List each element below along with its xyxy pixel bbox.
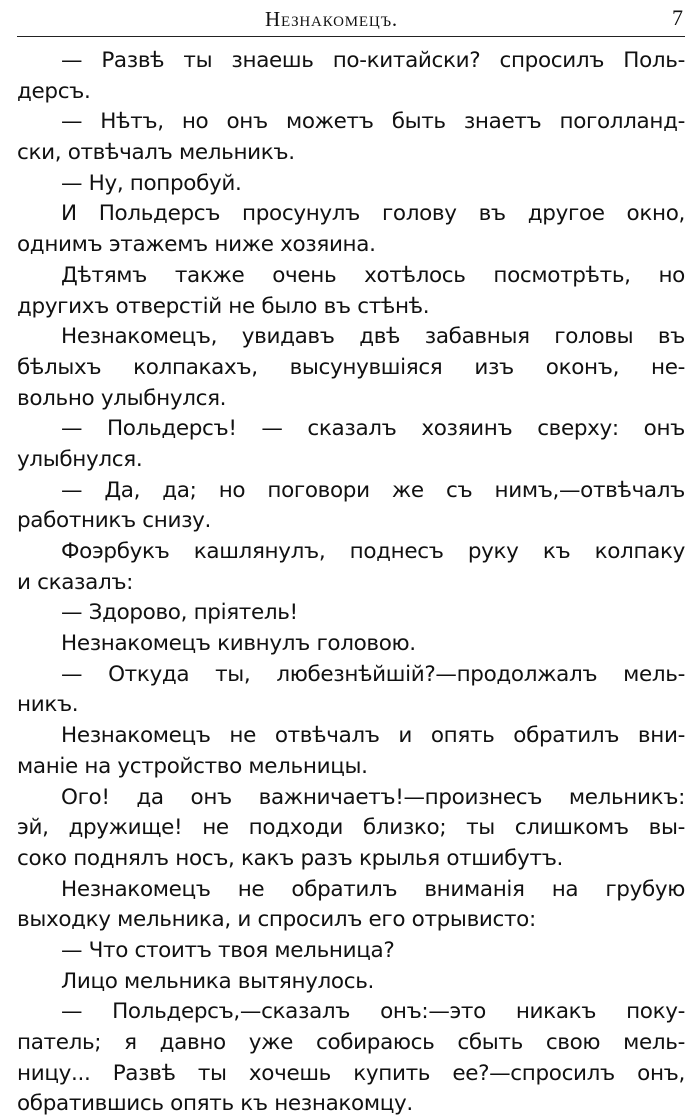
page-number: 7 — [672, 5, 683, 30]
text-line: Незнакомецъ не отвѣчалъ и опять обратилъ вни- — [61, 723, 685, 749]
text-line: Незнакомецъ не обратилъ вниманія на грубую — [61, 876, 685, 902]
text-line: — Польдерсъ! — сказалъ хозяинъ сверху: онъ — [61, 416, 685, 442]
text-line: другихъ отверстій не было въ стѣнѣ. — [17, 293, 430, 319]
text-line: ски, отвѣчалъ мельникъ. — [17, 140, 295, 166]
text-line: Лицо мельника вытянулось. — [61, 968, 375, 994]
text-line: никъ. — [17, 692, 79, 718]
text-line: — Нѣтъ, но онъ можетъ быть знаетъ поголланд- — [61, 109, 685, 135]
text-line: однимъ этажемъ ниже хозяина. — [17, 232, 376, 258]
text-line: — Развѣ ты знаешь по-китайски? спросилъ Поль- — [61, 48, 685, 73]
text-line: выходку мельника, и спросилъ его отрывисто: — [17, 907, 536, 933]
text-line: И Польдерсъ просунулъ голову въ другое окно, — [61, 201, 685, 227]
text-line: — Что стоитъ твоя мельница? — [61, 937, 395, 963]
body-text — [17, 46, 685, 1120]
running-head — [17, 0, 685, 37]
running-title: Незнакомецъ. — [265, 7, 398, 31]
book-page — [17, 0, 685, 1117]
text-line: патель; я давно уже собираюсь сбыть свою мель- — [17, 1030, 685, 1055]
text-line: маніе на устройство мельницы. — [17, 753, 368, 779]
text-line: обратившись опять къ незнакомцу. — [17, 1091, 413, 1117]
text-line: — Ну, попробуй. — [61, 170, 242, 196]
text-line: вольно улыбнулся. — [17, 385, 227, 411]
text-line: — Польдерсъ,—сказалъ онъ:—это никакъ поку- — [61, 999, 685, 1025]
text-line: — Да, да; но поговори же съ нимъ,—отвѣчалъ — [61, 477, 685, 503]
text-line: — Здорово, пріятель! — [61, 600, 298, 626]
text-line: и сказалъ: — [17, 569, 134, 595]
text-line: ницу... Развѣ ты хочешь купить ее?—спросилъ онъ, — [17, 1060, 685, 1086]
text-line: Ого! да онъ важничаетъ!—произнесъ мельникъ: — [61, 784, 685, 810]
text-line: соко поднялъ носъ, какъ разъ крылья отшибутъ. — [17, 845, 564, 871]
text-line: — Откуда ты, любезнѣйшій?—продолжалъ мель- — [61, 661, 685, 687]
text-line: Незнакомецъ кивнулъ головою. — [61, 631, 416, 657]
text-line: Фоэрбукъ кашлянулъ, поднесъ руку къ колпаку — [61, 539, 685, 564]
text-line: Дѣтямъ также очень хотѣлось посмотрѣть, но — [61, 262, 685, 288]
text-line: дерсъ. — [17, 78, 91, 104]
text-line: эй, дружище! не подходи близко; ты слишкомъ вы- — [17, 815, 685, 841]
text-line: Незнакомецъ, увидавъ двѣ забавныя головы въ — [61, 324, 685, 350]
text-line: бѣлыхъ колпакахъ, высунувшіяся изъ оконъ, не- — [17, 354, 685, 380]
text-line: работникъ снизу. — [17, 508, 212, 534]
text-line: улыбнулся. — [17, 446, 143, 472]
